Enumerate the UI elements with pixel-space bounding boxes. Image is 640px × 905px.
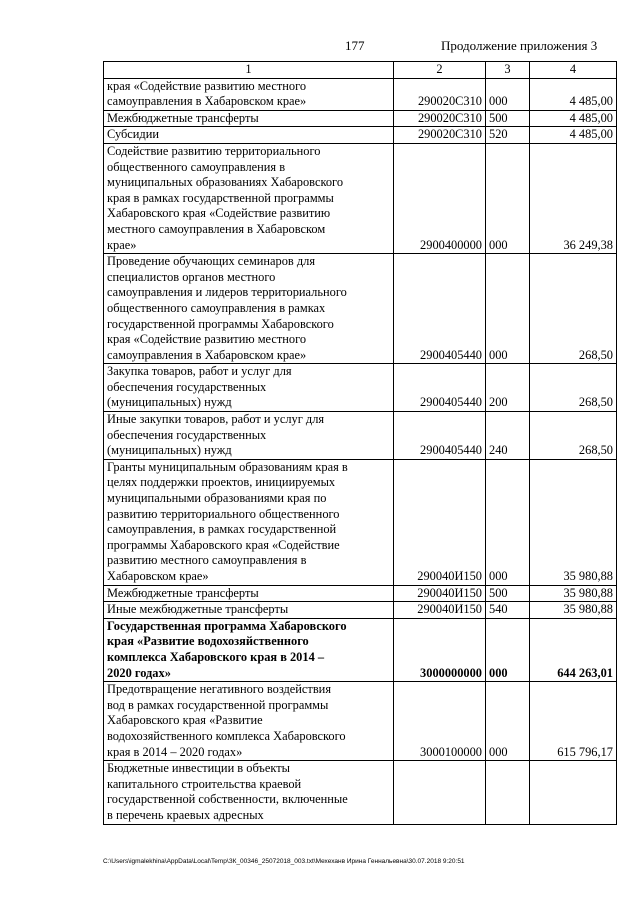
row-name-line: муниципальными образованиями края по bbox=[107, 491, 327, 506]
row-name-line: капитального строительства краевой bbox=[107, 776, 302, 791]
amount-cell bbox=[530, 761, 617, 824]
row-name-line: Проведение обучающих семинаров для bbox=[107, 254, 316, 269]
budget-table bbox=[103, 61, 617, 825]
table-row bbox=[104, 682, 617, 761]
table-row bbox=[104, 254, 617, 364]
amount-cell: 36 249,38 bbox=[530, 143, 617, 253]
row-name-line: Государственная программа Хабаровского bbox=[107, 618, 347, 633]
row-name-cell bbox=[104, 143, 394, 253]
amount-cell: 268,50 bbox=[530, 254, 617, 364]
row-name-cell bbox=[104, 78, 394, 110]
expense-type-code bbox=[486, 761, 530, 824]
column-header-3: 3 bbox=[486, 62, 530, 79]
row-name-line: края в рамках государственной программы bbox=[107, 190, 334, 205]
row-name-line: (муниципальных) нужд bbox=[107, 395, 232, 410]
row-name-line: самоуправления в Хабаровском крае» bbox=[107, 347, 307, 362]
row-name-cell bbox=[104, 254, 394, 364]
row-name-cell bbox=[104, 127, 394, 144]
row-name-line: целях поддержки проектов, инициируемых bbox=[107, 475, 336, 490]
target-article-code: 3000100000 bbox=[394, 682, 486, 761]
row-name-cell bbox=[104, 364, 394, 412]
row-name-cell bbox=[104, 459, 394, 585]
row-name-line: обеспечения государственных bbox=[107, 427, 267, 442]
target-article-code: 290020С310 bbox=[394, 78, 486, 110]
target-article-code: 2900405440 bbox=[394, 412, 486, 460]
row-name-cell bbox=[104, 761, 394, 824]
amount-cell: 4 485,00 bbox=[530, 110, 617, 127]
expense-type-code: 520 bbox=[486, 127, 530, 144]
amount-cell: 35 980,88 bbox=[530, 585, 617, 602]
target-article-code: 2900405440 bbox=[394, 254, 486, 364]
row-name-line: специалистов органов местного bbox=[107, 269, 276, 284]
target-article-code: 2900405440 bbox=[394, 364, 486, 412]
row-name-line: края в 2014 – 2020 годах» bbox=[107, 744, 243, 759]
row-name-line: Предотвращение негативного воздействия bbox=[107, 682, 332, 697]
expense-type-code: 240 bbox=[486, 412, 530, 460]
row-name-line: Хабаровском крае» bbox=[107, 569, 209, 583]
table-row bbox=[104, 602, 617, 619]
row-name-line: самоуправления, в рамках государственной bbox=[107, 522, 337, 537]
target-article-code: 290020С310 bbox=[394, 127, 486, 144]
column-number-row bbox=[104, 62, 617, 79]
table-row bbox=[104, 585, 617, 602]
row-name-line: края «Содействие развитию местного bbox=[107, 332, 307, 347]
row-name-line: Закупка товаров, работ и услуг для bbox=[107, 364, 292, 379]
target-article-code: 290040И150 bbox=[394, 602, 486, 619]
row-name-line: Иные закупки товаров, работ и услуг для bbox=[107, 412, 325, 427]
row-name-line: водохозяйственного комплекса Хабаровского bbox=[107, 728, 346, 743]
row-name-line: Гранты муниципальным образованиям края в bbox=[107, 459, 348, 474]
table-row bbox=[104, 364, 617, 412]
amount-cell: 644 263,01 bbox=[530, 618, 617, 681]
expense-type-code: 000 bbox=[486, 682, 530, 761]
row-name-line: развитию территориального общественного bbox=[107, 506, 340, 521]
amount-cell: 615 796,17 bbox=[530, 682, 617, 761]
amount-cell: 35 980,88 bbox=[530, 602, 617, 619]
table-row bbox=[104, 110, 617, 127]
amount-cell: 4 485,00 bbox=[530, 127, 617, 144]
expense-type-code: 000 bbox=[486, 618, 530, 681]
row-name-line: местного самоуправления в Хабаровском bbox=[107, 221, 326, 236]
row-name-cell bbox=[104, 682, 394, 761]
row-name-line: в перечень краевых адресных bbox=[107, 807, 264, 822]
row-name-line: муниципальных образованиях Хабаровского bbox=[107, 175, 344, 190]
amount-cell: 268,50 bbox=[530, 412, 617, 460]
row-name-line: государственной собственности, включенные bbox=[107, 792, 348, 807]
expense-type-code: 000 bbox=[486, 254, 530, 364]
table-body bbox=[104, 78, 617, 824]
expense-type-code: 500 bbox=[486, 585, 530, 602]
row-name-line: общественного самоуправления в рамках bbox=[107, 300, 326, 315]
amount-cell: 4 485,00 bbox=[530, 78, 617, 110]
target-article-code: 2900400000 bbox=[394, 143, 486, 253]
row-name-cell bbox=[104, 602, 394, 619]
row-name-line: края «Развитие водохозяйственного bbox=[107, 634, 309, 649]
row-name-line: общественного самоуправления в bbox=[107, 159, 286, 174]
row-name-line: Межбюджетные трансферты bbox=[107, 585, 259, 600]
continuation-label: Продолжение приложения 3 bbox=[441, 38, 598, 53]
row-name-line: крае» bbox=[107, 237, 137, 252]
row-name-cell bbox=[104, 585, 394, 602]
row-name-line: развитию местного самоуправления в bbox=[107, 553, 307, 568]
table-row bbox=[104, 761, 617, 824]
expense-type-code: 200 bbox=[486, 364, 530, 412]
page-number: 177 bbox=[345, 38, 365, 53]
table-row bbox=[104, 78, 617, 110]
row-name-line: комплекса Хабаровского края в 2014 – bbox=[107, 649, 325, 664]
expense-type-code: 000 bbox=[486, 459, 530, 585]
row-name-line: обеспечения государственных bbox=[107, 379, 267, 394]
row-name-line: 2020 годах» bbox=[107, 665, 171, 680]
target-article-code: 290020С310 bbox=[394, 110, 486, 127]
table-row bbox=[104, 459, 617, 585]
column-header-4: 4 bbox=[530, 62, 617, 79]
expense-type-code: 000 bbox=[486, 78, 530, 110]
row-name-line: края «Содействие развитию местного bbox=[107, 78, 307, 93]
target-article-code: 290040И150 bbox=[394, 459, 486, 585]
row-name-cell bbox=[104, 618, 394, 681]
row-name-line: Содействие развитию территориального bbox=[107, 143, 321, 158]
column-header-1: 1 bbox=[104, 62, 394, 79]
row-name-cell bbox=[104, 412, 394, 460]
column-header-2: 2 bbox=[394, 62, 486, 79]
expense-type-code: 500 bbox=[486, 110, 530, 127]
table-row bbox=[104, 143, 617, 253]
row-name-line: Иные межбюджетные трансферты bbox=[107, 602, 289, 617]
row-name-line: самоуправления и лидеров территориального bbox=[107, 285, 347, 300]
target-article-code: 3000000000 bbox=[394, 618, 486, 681]
row-name-line: (муниципальных) нужд bbox=[107, 443, 232, 458]
row-name-cell bbox=[104, 110, 394, 127]
row-name-line: Межбюджетные трансферты bbox=[107, 110, 259, 125]
row-name-line: государственной программы Хабаровского bbox=[107, 316, 334, 331]
table-row bbox=[104, 412, 617, 460]
row-name-line: программы Хабаровского края «Содействие bbox=[107, 537, 340, 552]
row-name-line: Субсидии bbox=[107, 127, 159, 142]
row-name-line: Бюджетные инвестиции в объекты bbox=[107, 761, 290, 776]
target-article-code: 290040И150 bbox=[394, 585, 486, 602]
expense-type-code: 540 bbox=[486, 602, 530, 619]
amount-cell: 268,50 bbox=[530, 364, 617, 412]
amount-cell: 35 980,88 bbox=[530, 459, 617, 585]
expense-type-code: 000 bbox=[486, 143, 530, 253]
table-row bbox=[104, 127, 617, 144]
target-article-code bbox=[394, 761, 486, 824]
footer-file-path: C:\Users\igmalekhina\AppData\Local\Temp\ЗК_00346_25072018_003.txt\Мехеханв Ирина Геннальевна\30.07.2018 9:20:51 bbox=[103, 858, 465, 865]
row-name-line: самоуправления в Хабаровском крае» bbox=[107, 94, 307, 109]
table-row bbox=[104, 618, 617, 681]
row-name-line: Хабаровского края «Развитие bbox=[107, 713, 263, 728]
row-name-line: Хабаровского края «Содействие развитию bbox=[107, 206, 331, 221]
row-name-line: вод в рамках государственной программы bbox=[107, 697, 329, 712]
